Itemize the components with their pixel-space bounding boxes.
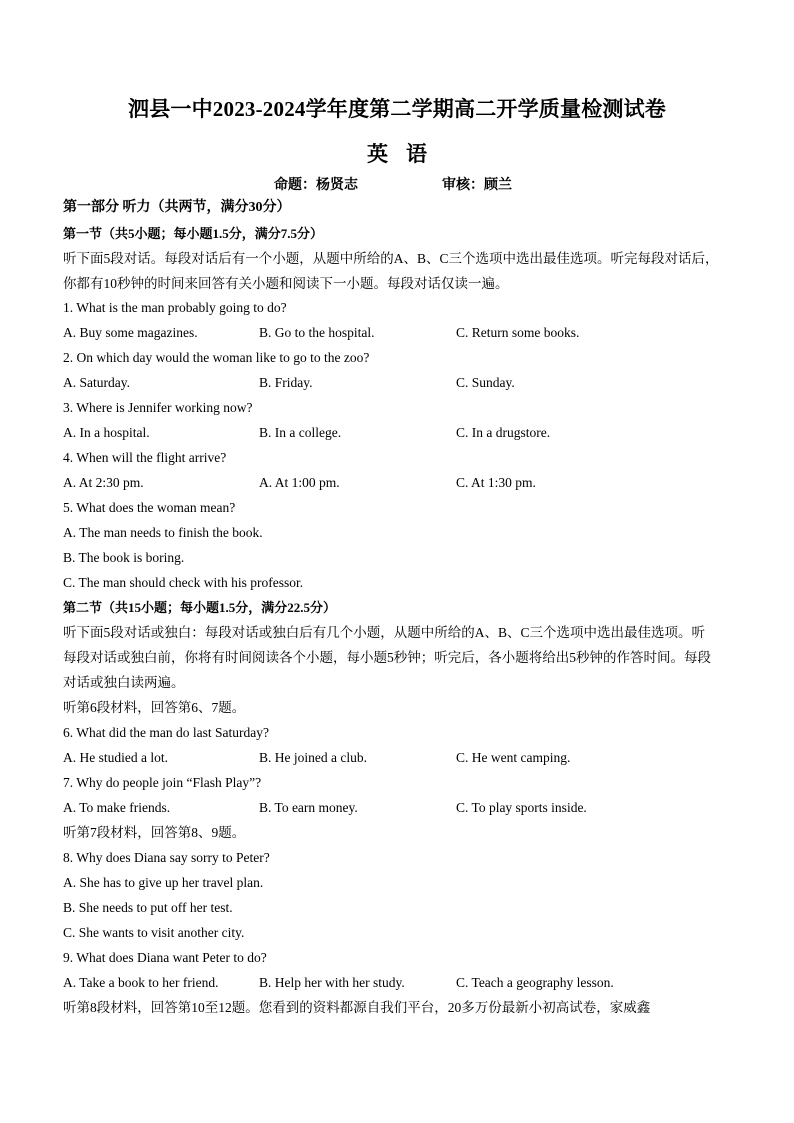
section1-instructions-line2: 你都有10秒钟的时间来回答有关小题和阅读下一小题。每段对话仅读一遍。 [63, 276, 509, 291]
question-6-option-a: A. He studied a lot. [63, 750, 168, 765]
section2-instructions-line1: 听下面5段对话或独白：每段对话或独白后有几个小题，从题中所给的A、B、C三个选项中选出最佳选项。听 [63, 625, 706, 640]
question-8-option-c: C. She wants to visit another city. [63, 925, 245, 940]
question-3-option-a: A. In a hospital. [63, 425, 150, 440]
question-4-option-b: A. At 1:00 pm. [259, 475, 340, 490]
question-1-option-a: A. Buy some magazines. [63, 325, 198, 340]
question-9-option-b: B. Help her with her study. [259, 975, 405, 990]
section2-instructions-line3: 对话或独白读两遍。 [63, 675, 185, 690]
question-9-stem: 9. What does Diana want Peter to do? [63, 950, 267, 965]
question-2-option-c: C. Sunday. [456, 375, 515, 390]
question-8-stem: 8. Why does Diana say sorry to Peter? [63, 850, 270, 865]
section1-instructions-line1: 听下面5段对话。每段对话后有一个小题，从题中所给的A、B、C三个选项中选出最佳选项。听完每段对话后， [63, 251, 719, 266]
section2-instructions-line2: 每段对话或独白前，你将有时间阅读各个小题，每小题5秒钟；听完后，各小题将给出5秒钟的作答时间。每段 [63, 650, 711, 665]
question-6-option-c: C. He went camping. [456, 750, 571, 765]
question-7-option-b: B. To earn money. [259, 800, 358, 815]
question-7-option-c: C. To play sports inside. [456, 800, 587, 815]
question-6-option-b: B. He joined a club. [259, 750, 367, 765]
question-4-option-c: C. At 1:30 pm. [456, 475, 536, 490]
question-9-option-c: C. Teach a geography lesson. [456, 975, 614, 990]
material-7-heading: 听第7段材料，回答第8、9题。 [63, 825, 246, 840]
question-5-option-b: B. The book is boring. [63, 550, 185, 565]
question-2-stem: 2. On which day would the woman like to go to the zoo? [63, 350, 370, 365]
question-5-option-c: C. The man should check with his professor. [63, 575, 304, 590]
subject-title: 英语 [367, 142, 445, 166]
question-7-stem: 7. Why do people join “Flash Play”? [63, 775, 262, 790]
question-9-option-a: A. Take a book to her friend. [63, 975, 219, 990]
question-1-option-c: C. Return some books. [456, 325, 580, 340]
question-3-option-b: B. In a college. [259, 425, 342, 440]
question-2-option-b: B. Friday. [259, 375, 313, 390]
question-4-option-a: A. At 2:30 pm. [63, 475, 144, 490]
question-3-option-c: C. In a drugstore. [456, 425, 551, 440]
question-7-option-a: A. To make friends. [63, 800, 171, 815]
section1-heading: 第一节（共5小题；每小题1.5分，满分7.5分） [63, 226, 324, 241]
question-5-stem: 5. What does the woman mean? [63, 500, 236, 515]
exam-title: 泗县一中2023-2024学年度第二学期高二开学质量检测试卷 [128, 97, 666, 121]
question-1-option-b: B. Go to the hospital. [259, 325, 375, 340]
question-8-option-b: B. She needs to put off her test. [63, 900, 233, 915]
question-2-option-a: A. Saturday. [63, 375, 130, 390]
question-6-stem: 6. What did the man do last Saturday? [63, 725, 269, 740]
material-8-heading: 听第8段材料，回答第10至12题。您看到的资料都源自我们平台，20多万份最新小初高试卷，家威鑫 [63, 1000, 651, 1015]
question-1-stem: 1. What is the man probably going to do? [63, 300, 287, 315]
question-4-stem: 4. When will the flight arrive? [63, 450, 227, 465]
material-6-heading: 听第6段材料，回答第6、7题。 [63, 700, 246, 715]
question-3-stem: 3. Where is Jennifer working now? [63, 400, 253, 415]
question-5-option-a: A. The man needs to finish the book. [63, 525, 263, 540]
reviewer-credit: 审核：顾兰 [442, 178, 512, 193]
author-credit: 命题：杨贤志 [274, 178, 358, 193]
section2-heading: 第二节（共15小题；每小题1.5分，满分22.5分） [63, 600, 337, 615]
question-8-option-a: A. She has to give up her travel plan. [63, 875, 264, 890]
part1-heading: 第一部分 听力（共两节，满分30分） [63, 200, 291, 215]
